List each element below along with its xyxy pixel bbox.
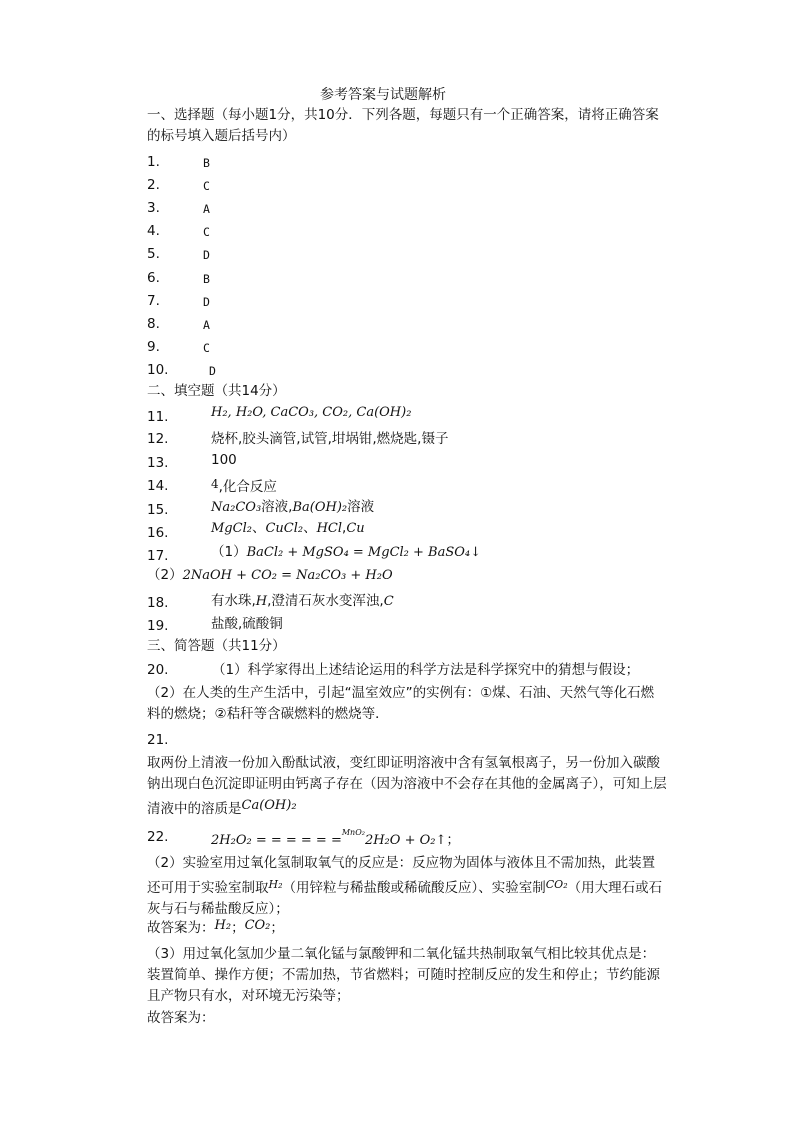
q16-number: 16. [147,525,169,541]
q22-part2-formula-1: H₂ [268,878,283,891]
q22-part2-text-1: （2）实验室用过氧化氢制取氧气的反应是：反应物为固体与液体且不需加热，此装置还可用于实验室制取 [147,855,656,896]
q2-answer: C [203,179,210,193]
q22-part2-text-3: （用大理石或石灰与石与稀盐酸反应）； [147,880,663,917]
q11-number: 11. [147,409,169,425]
q17-part2 [147,566,393,585]
q15-formula-1: Na₂CO₃ [211,500,262,515]
q22-catalyst: MnO₂ [341,828,365,837]
q10-answer: D [209,364,216,378]
q16-sep-3: , [342,520,347,536]
q14-answer-text: ,化合反应 [218,479,277,495]
q18-answer [211,592,394,611]
q10-number: 10. [147,362,169,378]
q22-part2-text-2: （用锌粒与稀盐酸或稀硫酸反应）、实验室制 [282,880,546,896]
q17-part1-label: （1） [211,544,247,560]
q19-answer: 盐酸,硫酸铜 [211,616,283,632]
q16-formula-2: CuCl₂ [265,521,304,536]
q22-eq-end: ； [446,832,460,848]
q22-part3: （3）用过氧化氢加少量二氧化锰与氯酸钾和二氧化锰共热制取氧气相比较其优点是：装置简单、操作方便；不需加热，节省燃料；可随时控制反应的发生和停止；节约能源且产物只有水，对环境无污染等； [147,946,660,1004]
q16-answer [211,519,365,538]
q12-answer: 烧杯,胶头滴管,试管,坩埚钳,燃烧匙,镊子 [211,431,449,447]
q6-answer: B [203,272,210,286]
q22-eq-left: 2H₂O₂ = = = = = = [211,833,342,848]
q16-formula-1: MgCl₂ [211,521,252,536]
q2-number: 2. [147,177,160,193]
q1-number: 1. [147,154,160,170]
section1-heading-line2: 的标号填入题后括号内） [147,128,296,144]
q15-text-2: 溶液 [347,499,375,515]
q22-answer-end: ； [270,920,284,936]
q16-formula-3: HCl [316,521,343,536]
q9-answer: C [203,341,210,355]
q8-number: 8. [147,316,160,332]
section2-heading: 二、填空题（共14分） [147,383,286,399]
q22-number: 22. [147,829,169,845]
q21-text [147,753,667,820]
q20-line-2: （2）在人类的生产生活中，引起“温室效应”的实例有：①煤、石油、天然气等化石燃料的燃烧；②秸秆等含碳燃料的燃烧等． [147,685,655,722]
q22-answer-line [147,917,284,937]
q17-part2-label: （2） [147,567,183,583]
q20-line-1: （1）科学家得出上述结论运用的科学方法是科学探究中的猜想与假设； [212,662,640,678]
q14-number: 14. [147,478,169,494]
q20-number: 20. [147,662,169,678]
q11-answer: H₂, H₂O, CaCO₃, CO₂, Ca(OH)₂ [211,405,412,420]
q18-text-2: ,澄清石灰水变浑浊, [267,593,384,609]
q6-number: 6. [147,270,160,286]
q22-answer-label: 故答案为： [147,920,215,936]
q12-number: 12. [147,431,169,447]
q22-answer-sep: ； [231,920,245,936]
q17-part1-equation: BaCl₂ + MgSO₄ = MgCl₂ + BaSO₄↓ [246,545,482,560]
q15-number: 15. [147,502,169,518]
q13-number: 13. [147,455,169,471]
q4-answer: C [203,225,210,239]
q7-number: 7. [147,293,160,309]
q3-answer: A [203,202,210,216]
q15-formula-2: Ba(OH)₂ [292,500,348,515]
q4-number: 4. [147,223,160,239]
q1-answer: B [203,156,210,170]
q18-formula-1: H [255,594,268,609]
q7-answer: D [203,295,210,309]
q18-text-1: 有水珠, [211,593,256,609]
section3-heading: 三、简答题（共11分） [147,638,286,654]
q18-number: 18. [147,595,169,611]
q17-number: 17. [147,548,169,564]
q16-formula-4: Cu [346,521,365,536]
q9-number: 9. [147,339,160,355]
q22-part2-formula-2: CO₂ [545,878,568,891]
q17-part2-equation: 2NaOH + CO₂ = Na₂CO₃ + H₂O [182,568,393,583]
q14-answer-number: 4 [211,477,219,491]
q15-text-1: 溶液, [261,499,293,515]
q16-sep-2: 、 [303,520,317,536]
q3-number: 3. [147,200,160,216]
q18-formula-2: C [383,594,394,609]
q21-text-body: 取两份上清液一份加入酚酞试液，变红即证明溶液中含有氢氧根离子，另一份加入碳酸钠出现白色沉淀即证明由钙离子存在（因为溶液中不会存在其他的金属离子），可知上层清液中的溶质是 [147,755,667,817]
q22-answer-formula-2: CO₂ [244,918,271,933]
q22-equation [211,824,460,850]
q13-answer: 100 [211,452,237,468]
q15-answer [211,498,374,517]
q8-answer: A [203,318,210,332]
q5-number: 5. [147,246,160,262]
page-title: 参考答案与试题解析 [320,87,446,103]
section1-heading-line1: 一、选择题（每小题1分，共10分．下列各题，每题只有一个正确答案，请将正确答案 [147,107,659,123]
q17-part1 [211,543,481,562]
q22-answer-formula-1: H₂ [214,918,232,933]
q22-answer-label-2: 故答案为： [147,1010,215,1026]
q19-number: 19. [147,618,169,634]
q22-eq-right: 2H₂O + O₂↑ [364,833,447,848]
q14-answer [211,475,277,496]
q22-part2 [147,853,667,920]
q5-answer: D [203,248,210,262]
q16-sep-1: 、 [251,520,266,536]
q21-formula: Ca(OH)₂ [241,798,297,813]
q21-number: 21. [147,732,169,748]
